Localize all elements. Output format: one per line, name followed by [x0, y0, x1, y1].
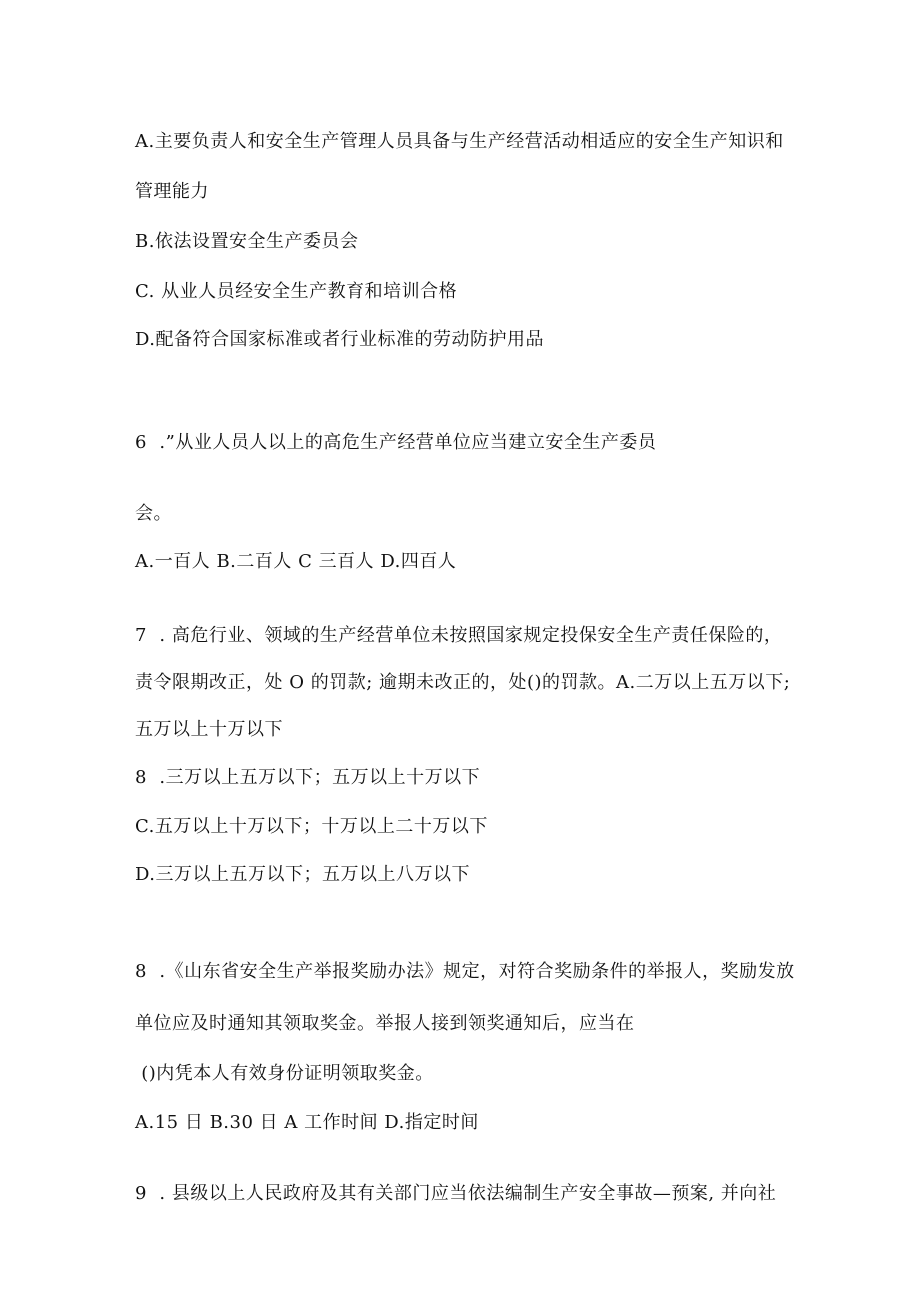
option-line: D.配备符合国家标准或者行业标准的劳动防护用品 [135, 329, 545, 350]
question-line-continued: 会。 [135, 503, 172, 524]
option-line: A.主要负责人和安全生产管理人员具备与生产经营活动相适应的安全生产知识和 [135, 131, 784, 152]
question-line: 8 .《山东省安全生产举报奖励办法》规定，对符合奖励条件的举报人，奖励发放 [135, 961, 795, 982]
option-line-continued: 五万以上十万以下 [135, 719, 283, 740]
question-line-continued: ()内凭本人有效身份证明领取奖金。 [135, 1063, 434, 1084]
question-line-continued: 责令限期改正，处 O 的罚款; 逾期未改正的，处()的罚款。A.二万以上五万以下; [135, 672, 791, 693]
options-line: A.一百人 B.二百人 C 三百人 D.四百人 [135, 551, 457, 572]
question-line-continued: 单位应及时通知其领取奖金。举报人接到领奖通知后，应当在 [135, 1013, 635, 1034]
option-line: C. 从业人员经安全生产教育和培训合格 [135, 281, 458, 302]
options-line: A.15 日 B.30 日 A 工作时间 D.指定时间 [135, 1112, 479, 1133]
option-line: C.五万以上十万以下；十万以上二十万以下 [135, 816, 488, 837]
option-line: 8 .三万以上五万以下；五万以上十万以下 [135, 767, 481, 788]
question-line: 7 . 高危行业、领域的生产经营单位未按照国家规定投保安全生产责任保险的， [135, 625, 783, 646]
option-line: B.依法设置安全生产委员会 [135, 231, 359, 252]
question-line: 6 .”从业人员人以上的高危生产经营单位应当建立安全生产委员 [135, 432, 657, 453]
option-line: D.三万以上五万以下；五万以上八万以下 [135, 864, 471, 885]
question-line: 9 . 县级以上人民政府及其有关部门应当依法编制生产安全事故—预案, 并向社 [135, 1183, 777, 1204]
option-line-continued: 管理能力 [135, 181, 209, 202]
